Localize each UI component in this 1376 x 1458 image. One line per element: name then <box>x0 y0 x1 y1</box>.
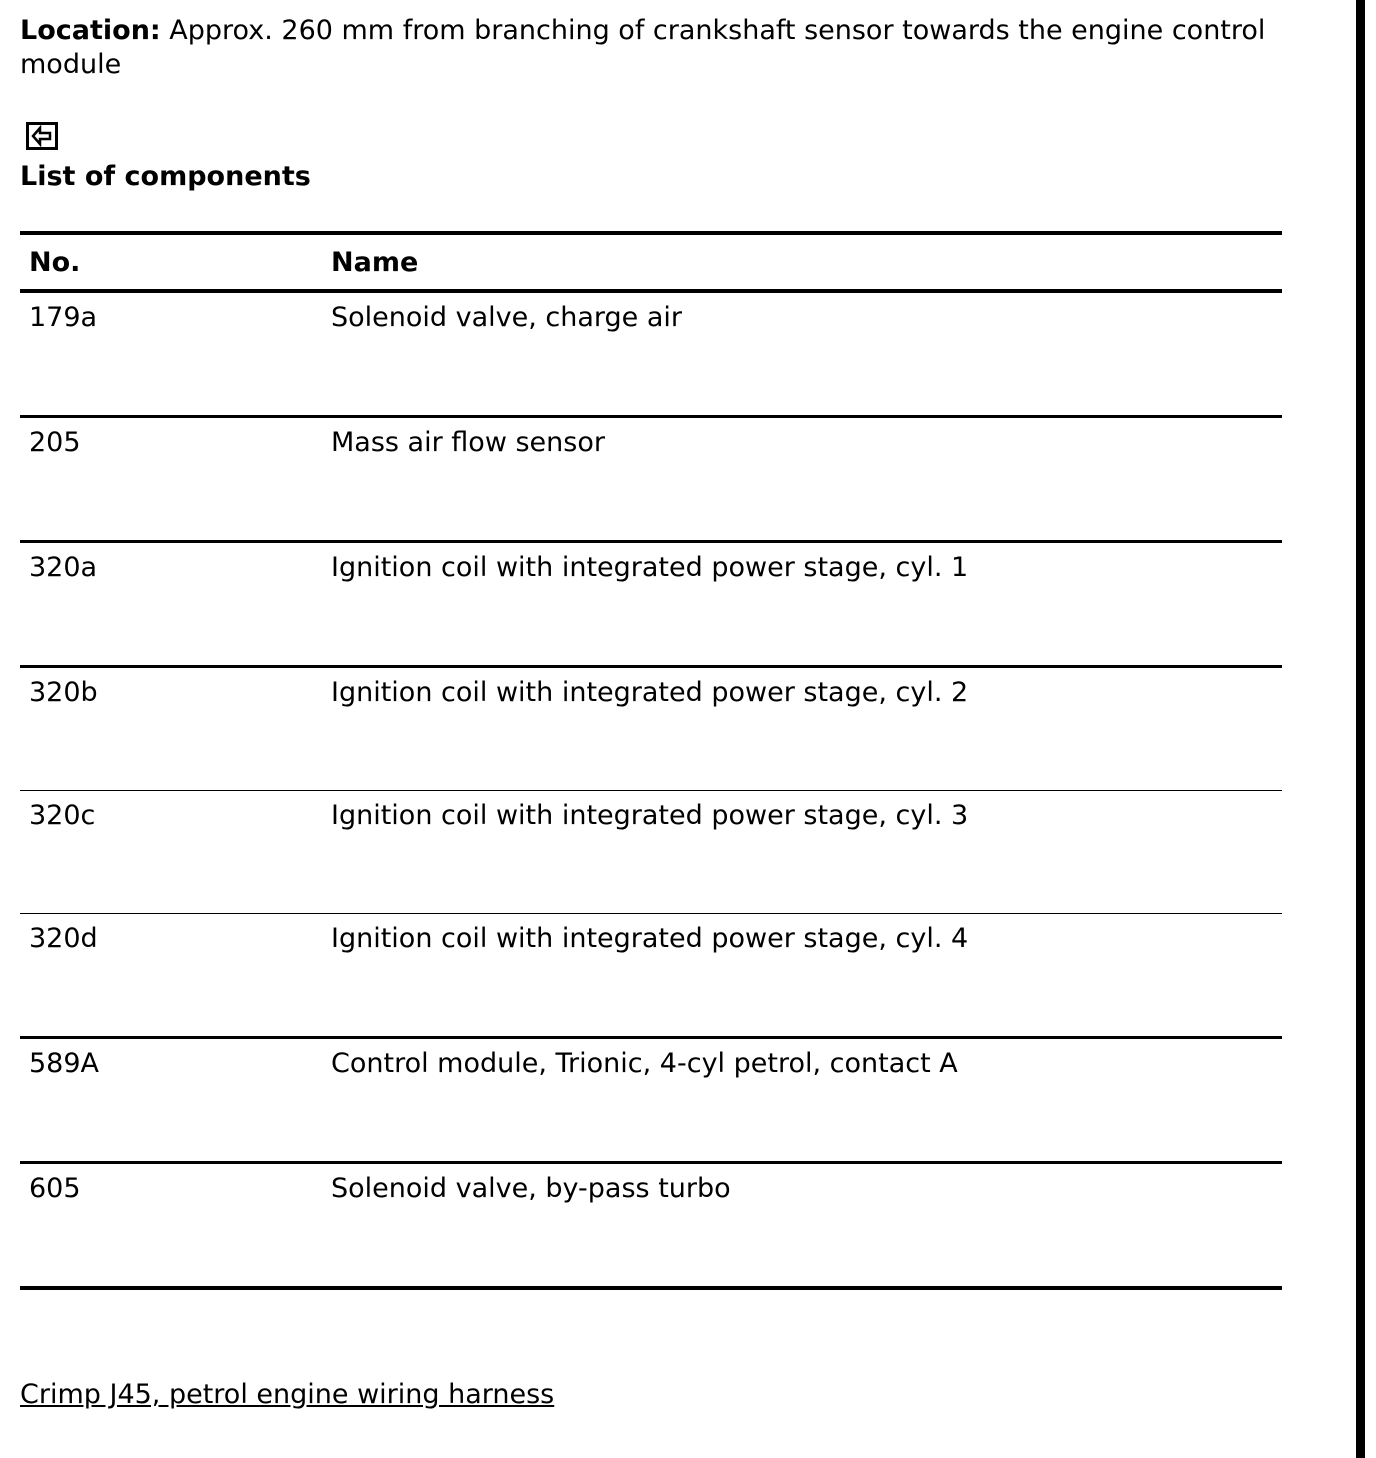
row-no: 605 <box>20 1163 322 1289</box>
row-name: Ignition coil with integrated power stage, cyl. 1 <box>322 542 1282 667</box>
row-no: 320a <box>20 542 322 667</box>
table-row <box>20 542 1282 667</box>
column-header-no: No. <box>20 233 322 291</box>
location-text: Approx. 260 mm from branching of crankshaft sensor towards the engine control module <box>20 15 1266 80</box>
row-name: Ignition coil with integrated power stage, cyl. 4 <box>322 914 1282 1038</box>
section-title: List of components <box>20 161 311 192</box>
back-arrow-icon[interactable] <box>26 122 58 150</box>
row-name: Control module, Trionic, 4-cyl petrol, contact A <box>322 1038 1282 1163</box>
row-name: Solenoid valve, by-pass turbo <box>322 1163 1282 1289</box>
table-row <box>20 791 1282 914</box>
row-name: Ignition coil with integrated power stage, cyl. 3 <box>322 791 1282 914</box>
document-content <box>20 14 1320 1290</box>
row-name: Mass air flow sensor <box>322 417 1282 542</box>
table-row <box>20 417 1282 542</box>
table-row <box>20 914 1282 1038</box>
row-no: 589A <box>20 1038 322 1163</box>
row-name: Ignition coil with integrated power stage, cyl. 2 <box>322 667 1282 791</box>
row-name: Solenoid valve, charge air <box>322 291 1282 417</box>
row-no: 320c <box>20 791 322 914</box>
column-header-name: Name <box>322 233 1282 291</box>
row-no: 320b <box>20 667 322 791</box>
row-no: 320d <box>20 914 322 1038</box>
location-label: Location: <box>20 15 161 46</box>
components-table <box>20 231 1282 1290</box>
row-no: 179a <box>20 291 322 417</box>
table-row <box>20 291 1282 417</box>
location-paragraph <box>20 14 1320 82</box>
table-header-row <box>20 233 1282 291</box>
row-no: 205 <box>20 417 322 542</box>
table-row <box>20 1163 1282 1289</box>
right-edge-bar <box>1356 0 1365 1458</box>
table-row <box>20 1038 1282 1163</box>
crimp-j45-link[interactable]: Crimp J45, petrol engine wiring harness <box>20 1379 555 1410</box>
table-row <box>20 667 1282 791</box>
